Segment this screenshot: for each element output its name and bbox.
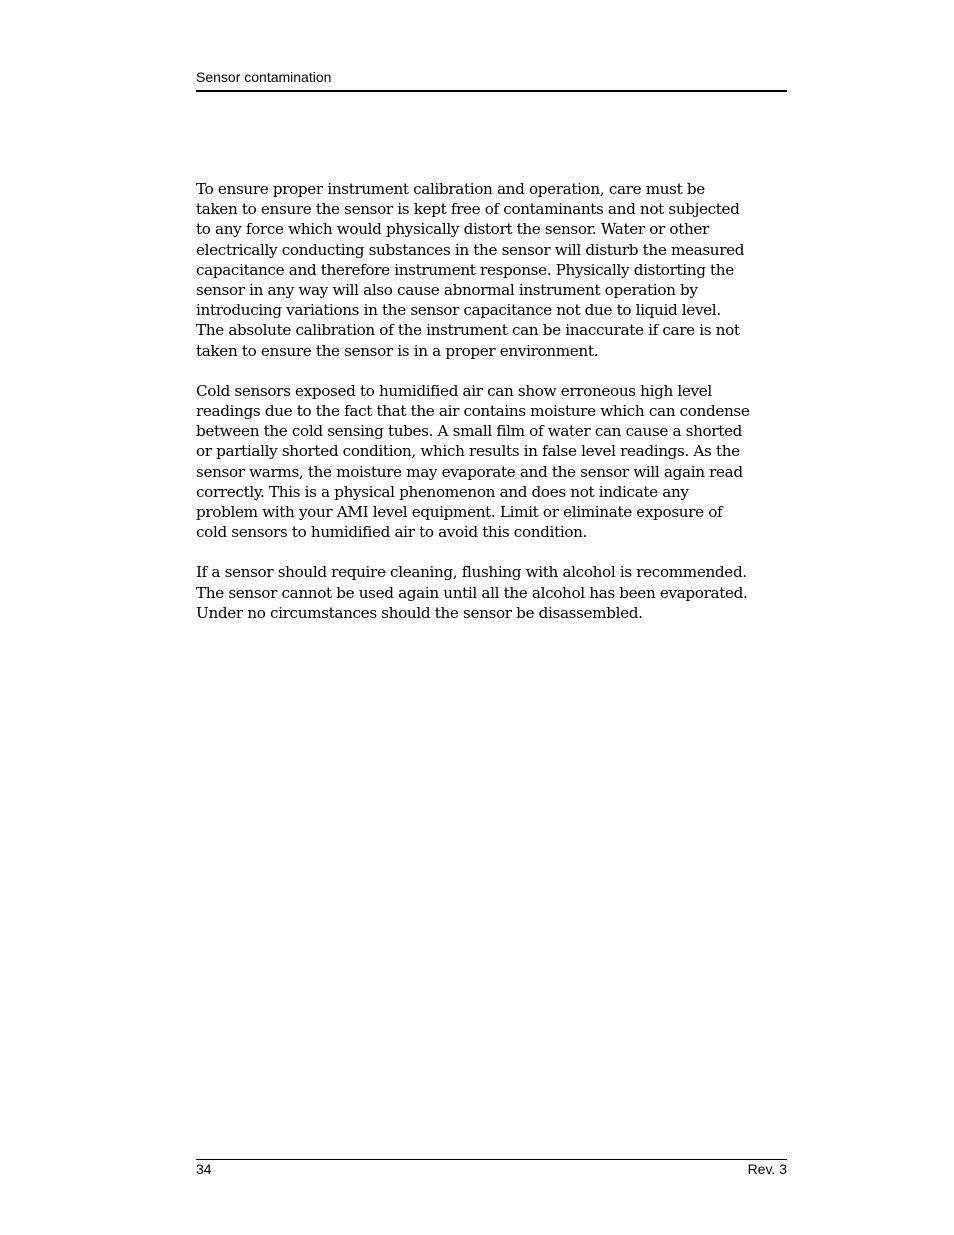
text-line: Cold sensors exposed to humidified air can show erroneous high level xyxy=(196,381,712,400)
page-header xyxy=(196,68,787,92)
text-line: taken to ensure the sensor is kept free of contaminants and not subjected xyxy=(196,200,740,219)
text-line: between the cold sensing tubes. A small film of water can cause a shorted xyxy=(196,422,742,441)
text-line: If a sensor should require cleaning, flushing with alcohol is recommended. xyxy=(196,563,747,582)
page-body xyxy=(196,179,787,643)
section-title: Sensor contamination xyxy=(196,69,332,85)
text-line: The sensor cannot be used again until all the alcohol has been evaporated. xyxy=(196,583,748,602)
text-line: sensor warms, the moisture may evaporate and the sensor will again read xyxy=(196,462,743,481)
text-line: or partially shorted condition, which results in false level readings. As the xyxy=(196,442,740,461)
text-line: To ensure proper instrument calibration and operation, care must be xyxy=(196,180,705,198)
text-line: capacitance and therefore instrument response. Physically distorting the xyxy=(196,260,734,279)
text-line: cold sensors to humidified air to avoid this condition. xyxy=(196,523,588,542)
page-number: 34 xyxy=(196,1161,212,1177)
text-line: taken to ensure the sensor is in a proper environment. xyxy=(196,341,599,360)
text-line: to any force which would physically distort the sensor. Water or other xyxy=(196,220,709,239)
paragraph-2 xyxy=(196,381,787,543)
text-line: electrically conducting substances in the sensor will disturb the measured xyxy=(196,240,745,259)
text-line: Under no circumstances should the sensor be disassembled. xyxy=(196,603,643,622)
text-line: problem with your AMI level equipment. Limit or eliminate exposure of xyxy=(196,503,723,522)
text-line: readings due to the fact that the air contains moisture which can condense xyxy=(196,402,750,421)
text-line: introducing variations in the sensor capacitance not due to liquid level. xyxy=(196,301,721,320)
paragraph-1 xyxy=(196,179,787,361)
revision-label: Rev. 3 xyxy=(747,1161,787,1177)
text-line: The absolute calibration of the instrument can be inaccurate if care is not xyxy=(196,321,740,340)
paragraph-3 xyxy=(196,562,787,623)
text-line: sensor in any way will also cause abnormal instrument operation by xyxy=(196,281,698,300)
text-line: correctly. This is a physical phenomenon and does not indicate any xyxy=(196,482,689,501)
page-footer xyxy=(196,1159,787,1180)
